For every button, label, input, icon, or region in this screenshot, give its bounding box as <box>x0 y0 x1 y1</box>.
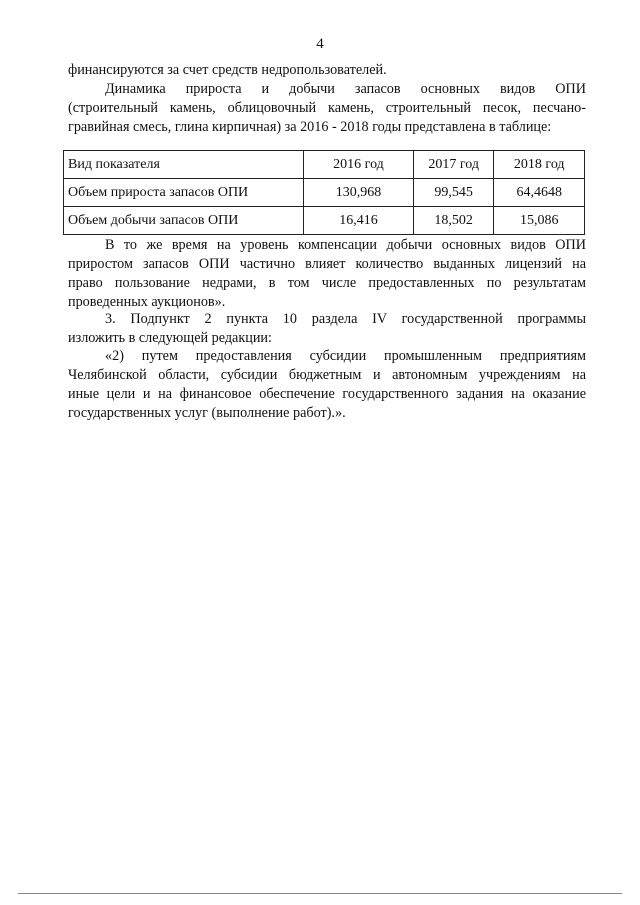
table-header-2016: 2016 год <box>304 151 414 179</box>
table-header-indicator: Вид показателя <box>64 151 304 179</box>
table-cell-2018: 64,4648 <box>494 179 585 207</box>
table-cell-2017: 18,502 <box>413 207 494 235</box>
table-header-row <box>64 151 585 179</box>
compensation-line-3: право пользование недрами, в том числе предоставленных по результатам <box>68 275 586 291</box>
table-cell-indicator: Объем добычи запасов ОПИ <box>64 207 304 235</box>
intro-text: финансируются за счет средств недропользователей. <box>68 62 387 78</box>
intro-paragraph <box>68 61 586 80</box>
compensation-line-2: приростом запасов ОПИ частично влияет количество выданных лицензий на <box>68 256 586 272</box>
table-header-2018: 2018 год <box>494 151 585 179</box>
quote-paragraph <box>68 347 586 423</box>
quote-line-1: «2) путем предоставления субсидии промышленным предприятиям <box>105 348 586 364</box>
quote-line-2: Челябинской области, субсидии бюджетным и автономным учреждениям на <box>68 367 586 383</box>
compensation-paragraph <box>68 236 586 312</box>
quote-line-3: иные цели и на финансовое обеспечение государственного задания на оказание <box>68 386 586 402</box>
page-bottom-rule <box>18 893 622 894</box>
dynamics-line-2: (строительный камень, облицовочный камень, строительный песок, песчано- <box>68 100 586 116</box>
quote-line-4: государственных услуг (выполнение работ).». <box>68 405 346 421</box>
table-cell-2017: 99,545 <box>413 179 494 207</box>
compensation-line-1: В то же время на уровень компенсации добычи основных видов ОПИ <box>105 237 586 253</box>
item3-line-2: изложить в следующей редакции: <box>68 330 272 346</box>
dynamics-line-1: Динамика прироста и добычи запасов основных видов ОПИ <box>105 81 586 97</box>
table-header-2017: 2017 год <box>413 151 494 179</box>
table-row <box>64 207 585 235</box>
page-number: 4 <box>316 36 324 52</box>
dynamics-paragraph <box>68 80 586 137</box>
item3-paragraph <box>68 310 586 348</box>
item3-line-1: 3. Подпункт 2 пункта 10 раздела IV государственной программы <box>105 311 586 327</box>
table-cell-2016: 16,416 <box>304 207 414 235</box>
table-row <box>64 179 585 207</box>
dynamics-line-3: гравийная смесь, глина кирпичная) за 2016 - 2018 годы представлена в таблице: <box>68 119 552 135</box>
compensation-line-4: проведенных аукционов». <box>68 294 226 310</box>
reserves-table <box>63 150 585 235</box>
table-cell-indicator: Объем прироста запасов ОПИ <box>64 179 304 207</box>
table-cell-2018: 15,086 <box>494 207 585 235</box>
table-cell-2016: 130,968 <box>304 179 414 207</box>
